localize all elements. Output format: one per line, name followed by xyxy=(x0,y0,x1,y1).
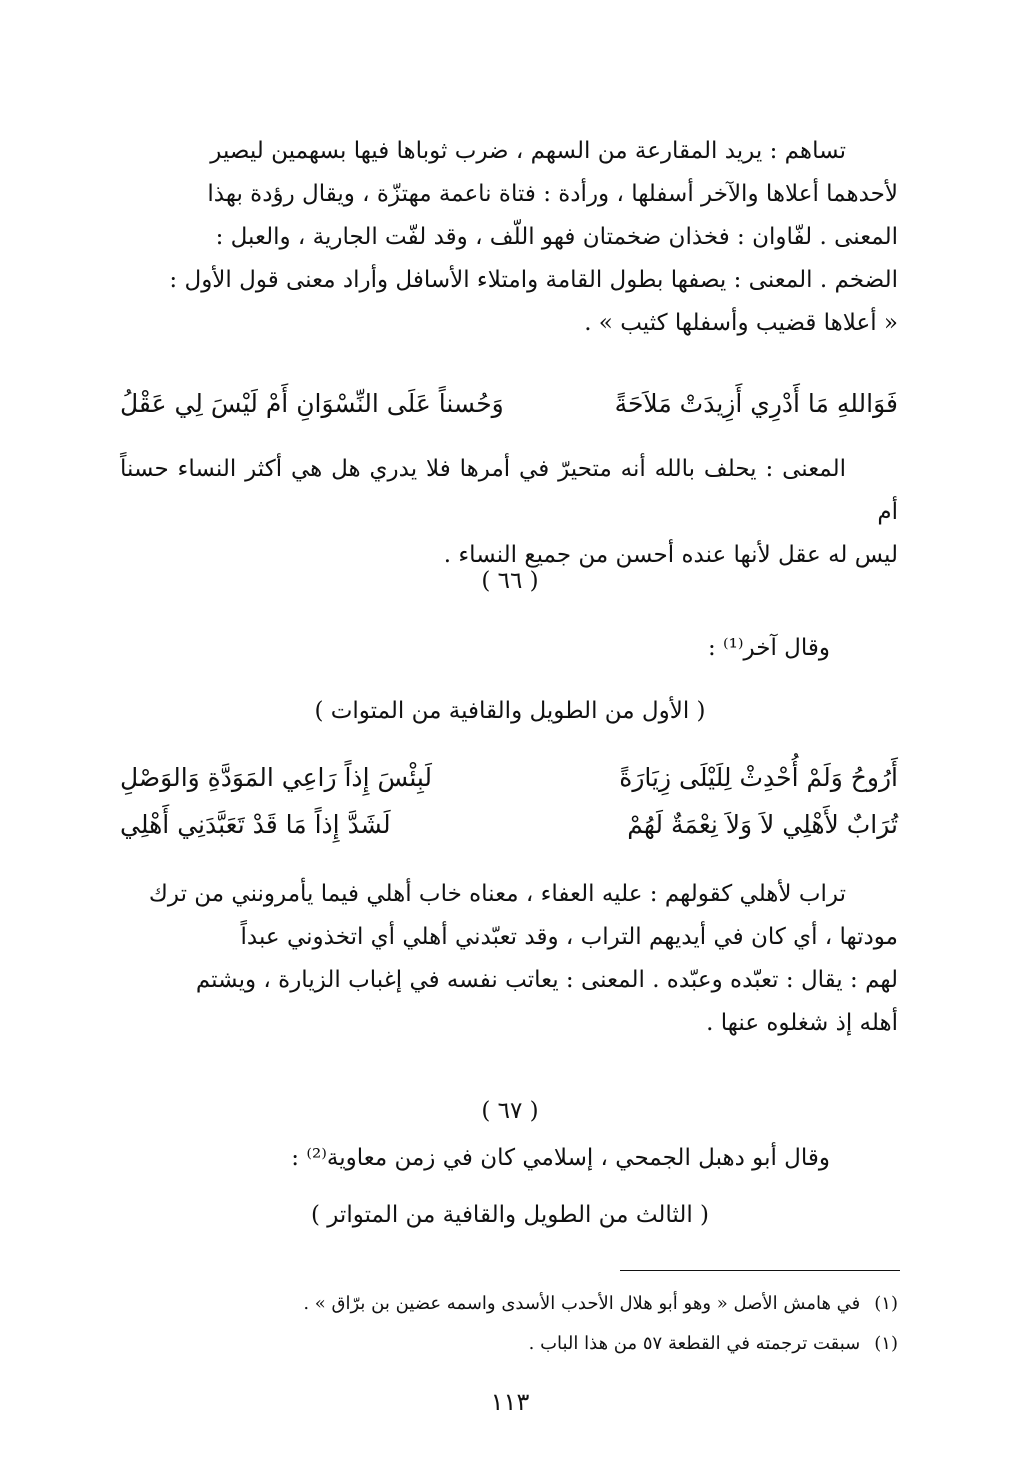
verse-second-hemistich: لَشَدَّ إِذاً مَا قَدْ تَعَبَّدَنِي أَهْلِي xyxy=(120,810,391,839)
footnote-divider xyxy=(620,1270,900,1271)
verse-first-hemistich: تُرَابٌ لأَهْلِي لاَ وَلاَ نِعْمَةٌ لَهُمْ xyxy=(627,810,898,839)
verse-second-hemistich: لَبِئْسَ إِذاً رَاعِي المَوَدَّةِ وَالوَصْلِ xyxy=(120,763,433,792)
footnote-number: (١) xyxy=(874,1333,898,1354)
verse-second-hemistich: وَحُسناً عَلَى النِّسْوَانِ أَمْ لَيْسَ لِي عَقْلُ xyxy=(120,389,504,418)
footnote-text: في هامش الأصل « وهو أبو هلال الأحدب الأسدى واسمه عضين بن برّاق » . xyxy=(303,1293,861,1314)
poem-intro-66: وقال آخر⁽¹⁾ : xyxy=(707,635,830,661)
section-number-66: ( ٦٦ ) xyxy=(481,568,539,594)
meter-heading-67: ( الثالث من الطويل والقافية من المتواتر ) xyxy=(310,1202,710,1228)
paragraph-line: المعنى . لفّاوان : فخذان ضخمتان فهو اللّف ، وقد لفّت الجارية ، والعبل : xyxy=(215,224,898,250)
paragraph-line: لأحدهما أعلاها والآخر أسفلها ، ورأدة : فتاة ناعمة مهتزّة ، ويقال رؤدة بهذا xyxy=(207,181,898,207)
paragraph-line: « أعلاها قضيب وأسفلها كثيب » . xyxy=(584,310,898,336)
verse-first-hemistich: فَوَاللهِ مَا أَدْرِي أَزِيدَتْ مَلاَحَةً xyxy=(614,389,898,418)
section-number-67: ( ٦٧ ) xyxy=(481,1098,539,1124)
paragraph-line: لهم : يقال : تعبّده وعبّده . المعنى : يعاتب نفسه في إغباب الزيارة ، ويشتم xyxy=(195,967,898,993)
poem-intro-67: وقال أبو دهبل الجمحي ، إسلامي كان في زمن معاوية⁽²⁾ : xyxy=(291,1145,830,1171)
verse-line xyxy=(120,805,898,845)
paragraph-line: تراب لأهلي كقولهم : عليه العفاء ، معناه خاب أهلي فيما يأمرونني من ترك xyxy=(148,881,846,907)
verse-line xyxy=(120,758,898,798)
verse-first-hemistich: أَرُوحُ وَلَمْ أُحْدِثْ لِلَيْلَى زِيَارَةً xyxy=(619,763,898,792)
page-number: ١١٣ xyxy=(490,1388,530,1416)
footnote-text: سبقت ترجمته في القطعة ٥٧ من هذا الباب . xyxy=(528,1333,861,1354)
paragraph-line: الضخم . المعنى : يصفها بطول القامة وامتلاء الأسافل وأراد معنى قول الأول : xyxy=(169,267,898,293)
paragraph-line: ليس له عقل لأنها عنده أحسن من جميع النساء . xyxy=(443,542,898,568)
paragraph-line: تساهم : يريد المقارعة من السهم ، ضرب ثوباها فيها بسهمين ليصير xyxy=(210,138,846,164)
verse-line xyxy=(120,384,898,424)
paragraph-line: المعنى : يحلف بالله أنه متحيرّ في أمرها فلا يدري هل هي أكثر النساء حسناً أم xyxy=(120,456,898,525)
commentary-paragraph-1 xyxy=(120,130,898,345)
meter-heading-66: ( الأول من الطويل والقافية من المتوات ) xyxy=(314,698,706,724)
paragraph-line: أهله إذ شغلوه عنها . xyxy=(706,1010,898,1036)
paragraph-line: مودتها ، أي كان في أيديهم التراب ، وقد تعبّدني أهلي أي اتخذوني عبداً xyxy=(240,924,898,950)
footnote-2 xyxy=(529,1329,898,1359)
commentary-paragraph-3 xyxy=(120,873,898,1045)
commentary-paragraph-2 xyxy=(120,448,898,577)
footnote-1 xyxy=(303,1289,898,1319)
footnote-number: (١) xyxy=(874,1293,898,1314)
